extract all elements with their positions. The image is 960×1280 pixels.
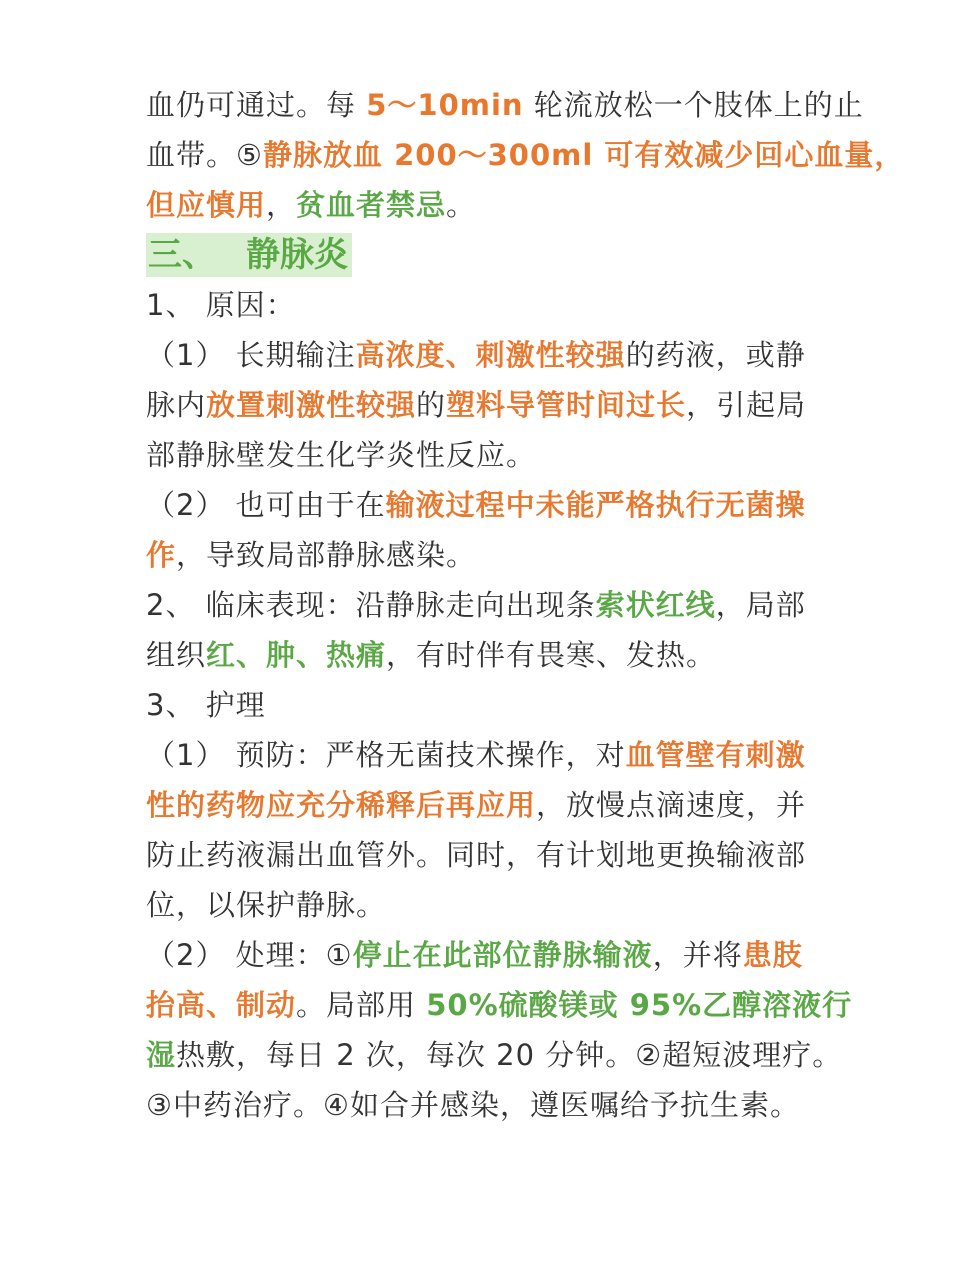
text-run: ，放慢点滴速度，并	[536, 788, 807, 822]
text-run: ，并将	[652, 938, 743, 972]
text-run: 热敷，每日 2 次，每次 20 分钟。②超短波理疗。	[176, 1038, 843, 1072]
text-line	[146, 130, 905, 180]
text-line	[146, 680, 818, 730]
highlight-green-text: 停止在此部位静脉输液	[352, 938, 653, 972]
text-line	[146, 530, 818, 580]
document-body	[146, 80, 905, 1130]
text-line	[146, 780, 818, 830]
text-run: 的药液，或静	[625, 338, 806, 372]
text-run: ，	[266, 188, 297, 222]
text-line	[146, 280, 818, 330]
highlight-orange-text: 输液过程中未能严格执行无菌操	[385, 488, 806, 522]
section-heading-row	[146, 230, 818, 280]
text-run: ，局部	[715, 588, 806, 622]
highlight-orange-text: 5～10min	[366, 88, 524, 122]
text-run: （1） 长期输注	[146, 338, 356, 372]
text-run: 组织	[146, 638, 207, 672]
text-run: ，导致局部静脉感染。	[176, 538, 477, 572]
text-line	[146, 80, 864, 130]
text-run: 的	[416, 388, 447, 422]
highlight-orange-text: 高浓度、刺激性较强	[355, 338, 626, 372]
highlight-green-text: 50%硫酸镁或 95%乙醇溶液行	[426, 988, 853, 1022]
text-run: 部静脉壁发生化学炎性反应。	[146, 438, 537, 472]
text-run: 1、 原因：	[146, 288, 296, 322]
text-line	[146, 380, 818, 430]
text-run: ，引起局	[686, 388, 807, 422]
text-line	[146, 480, 818, 530]
highlight-orange-text: 患肢	[742, 938, 803, 972]
text-line	[146, 980, 853, 1030]
text-line	[146, 830, 818, 880]
text-run: 。局部用	[296, 988, 427, 1022]
text-line	[146, 180, 818, 230]
highlight-orange-text: 放置刺激性较强	[206, 388, 417, 422]
text-line	[146, 1030, 843, 1080]
highlight-orange-text: 但应慎用	[146, 188, 267, 222]
highlight-orange-text: 静脉放血 200～300ml 可有效减少回心血量，	[263, 138, 905, 172]
highlight-green-text: 湿	[146, 1038, 177, 1072]
highlight-green-text: 索状红线	[595, 588, 716, 622]
text-line	[146, 1080, 818, 1130]
text-line	[146, 330, 818, 380]
text-run: （2） 也可由于在	[146, 488, 386, 522]
section-heading-title: 静脉炎	[246, 235, 348, 275]
text-run: ③中药治疗。④如合并感染，遵医嘱给予抗生素。	[146, 1088, 800, 1122]
section-heading-number: 三、	[148, 235, 216, 275]
section-heading	[146, 233, 352, 277]
text-run: （1） 预防：严格无菌技术操作，对	[146, 738, 626, 772]
text-line	[146, 630, 818, 680]
text-line	[146, 580, 818, 630]
text-run: ，有时伴有畏寒、发热。	[386, 638, 717, 672]
text-run: 血仍可通过。每	[146, 88, 367, 122]
text-run: （2） 处理：①	[146, 938, 353, 972]
text-line	[146, 430, 818, 480]
text-run: 位，以保护静脉。	[146, 888, 387, 922]
highlight-orange-text: 性的药物应充分稀释后再应用	[146, 788, 537, 822]
text-run: 2、 临床表现：沿静脉走向出现条	[146, 588, 596, 622]
text-line	[146, 880, 818, 930]
text-run: 血带。⑤	[146, 138, 263, 172]
highlight-orange-text: 作	[146, 538, 177, 572]
text-run: 。	[446, 188, 477, 222]
text-run: 脉内	[146, 388, 207, 422]
text-run: 轮流放松一个肢体上的止	[523, 88, 864, 122]
highlight-green-text: 贫血者禁忌	[296, 188, 447, 222]
highlight-orange-text: 血管壁有刺激	[625, 738, 806, 772]
highlight-orange-text: 塑料导管时间过长	[446, 388, 687, 422]
highlight-orange-text: 抬高、制动	[146, 988, 297, 1022]
text-line	[146, 730, 818, 780]
text-line	[146, 930, 818, 980]
text-run: 防止药液漏出血管外。同时，有计划地更换输液部	[146, 838, 807, 872]
text-run: 3、 护理	[146, 688, 266, 722]
highlight-green-text: 红、肿、热痛	[206, 638, 387, 672]
